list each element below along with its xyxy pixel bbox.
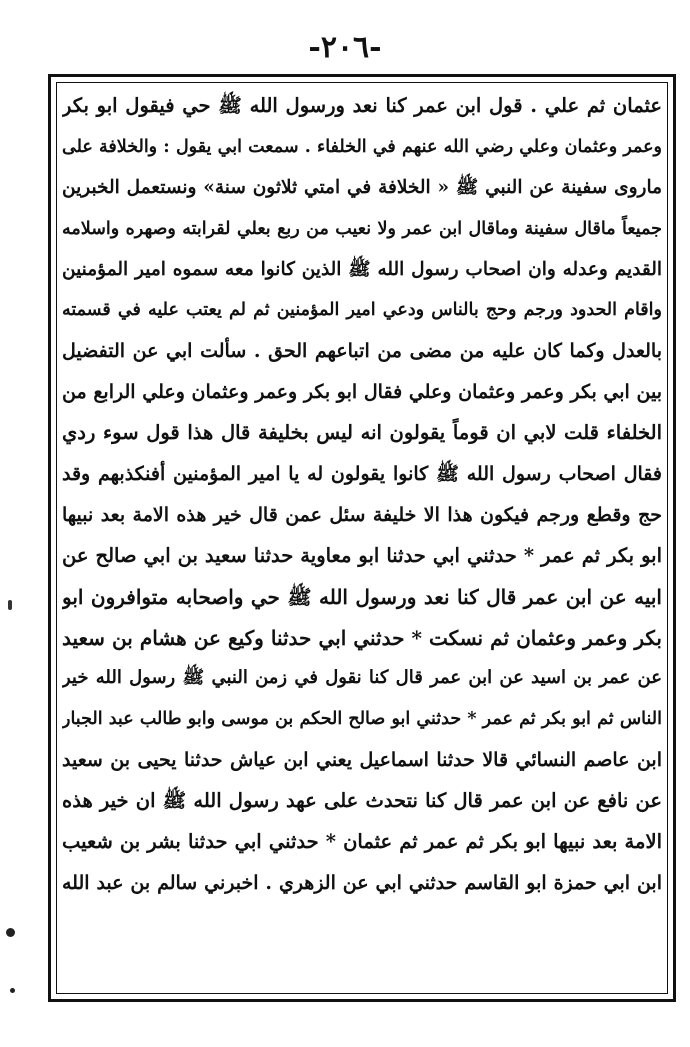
- text-line-15: عن عمر بن اسيد عن ابن عمر قال كنا نقول في زمن النبي ﷺ رسول الله خير: [62, 667, 662, 689]
- text-line-3: ماروى سفينة عن النبي ﷺ « الخلافة في امتي ثلاثون سنة» ونستعمل الخبرين: [62, 176, 662, 198]
- text-line-17: ابن عاصم النسائي قالا حدثنا اسماعيل يعني ابن عياش حدثنا يحيى بن سعيد: [62, 749, 662, 772]
- text-line-7: بالعدل وكما كان عليه من مضى من اتباعهم الحق . سألت ابي عن التفضيل: [62, 340, 662, 363]
- scan-mark-left-2: [6, 928, 15, 937]
- text-line-5: القديم وعدله وان اصحاب رسول الله ﷺ الذين كانوا معه سموه امير المؤمنين: [62, 258, 662, 280]
- text-line-19: الامة بعد نبيها ابو بكر ثم عمر ثم عثمان * حدثني ابي حدثنا بشر بن شعيب: [62, 830, 662, 854]
- text-line-1: عثمان ثم علي . قول ابن عمر كنا نعد ورسول الله ﷺ حي فيقول ابو بكر: [62, 94, 662, 117]
- text-line-2: وعمر وعثمان وعلي رضي الله عنهم في الخلفاء . سمعت ابي يقول : والخلافة على: [62, 136, 662, 157]
- text-line-16: الناس ثم ابو بكر ثم عمر * حدثني ابو صالح الحكم بن موسى وابو طالب عبد الجبار: [62, 709, 662, 730]
- text-line-8: بين ابي بكر وعمر وعثمان وعلي فقال ابو بكر وعمر وعثمان وعلي الرابع من: [62, 381, 662, 404]
- text-line-13: ابيه عن ابن عمر قال كنا نعد ورسول الله ﷺ حي واصحابه متوافرون ابو: [62, 584, 662, 609]
- text-line-11: حج وقطع ورجم فيكون هذا الا خليفة سئل عمن قال خير هذه الامة بعد نبيها: [62, 503, 662, 526]
- text-line-6: واقام الحدود ورجم وحج بالناس ودعي امير المؤمنين ثم لم يعتب عليه في قسمته: [62, 300, 662, 321]
- text-line-20: ابن ابي حمزة ابو القاسم حدثني ابي عن الزهري . اخبرني سالم بن عبد الله: [62, 871, 662, 894]
- text-line-10: فقال اصحاب رسول الله ﷺ كانوا يقولون له يا امير المؤمنين أفنكذبهم وقد: [62, 463, 662, 486]
- text-line-12: ابو بكر ثم عمر * حدثني ابي حدثنا ابو معاوية حدثنا سعيد بن ابي صالح عن: [62, 543, 662, 567]
- text-line-18: عن نافع عن ابن عمر قال كنا نتحدث على عهد رسول الله ﷺ ان خير هذه: [62, 789, 662, 813]
- text-line-9: الخلفاء قلت لابي ان قوماً يقولون انه ليس بخليفة قال هذا قول سوء ردي: [62, 421, 662, 445]
- scan-mark-left-3: [10, 988, 15, 993]
- scan-mark-left-1: [8, 600, 12, 610]
- page-number: -٢٠٦-: [308, 30, 382, 65]
- page-text: [62, 86, 662, 988]
- text-line-14: بكر وعمر وعثمان ثم نسكت * حدثني ابي حدثنا وكيع عن هشام بن سعيد: [62, 625, 662, 650]
- text-line-4: جميعاً ماقال سفينة وماقال ابن عمر ولا نعيب من ربع بعلي لقرابته وصهره واسلامه: [62, 218, 662, 239]
